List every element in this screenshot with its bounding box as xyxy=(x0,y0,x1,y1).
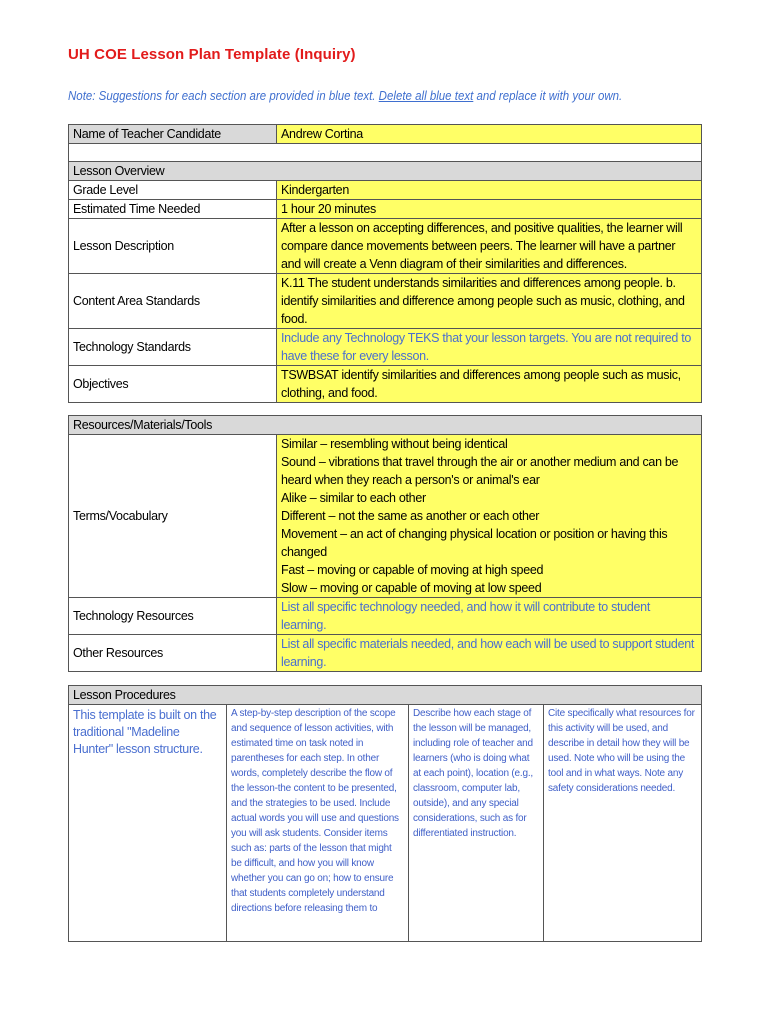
objectives-label: Objectives xyxy=(69,366,277,403)
overview-header-row xyxy=(69,162,702,181)
term-item: Alike – similar to each other xyxy=(281,491,426,505)
tech-resources-row xyxy=(69,598,702,635)
tech-standards-value[interactable]: Include any Technology TEKS that your lesson targets. You are not required to have these for every lesson. xyxy=(277,329,702,366)
tech-resources-value[interactable]: List all specific technology needed, and how it will contribute to student learning. xyxy=(277,598,702,635)
document-title: UH COE Lesson Plan Template (Inquiry) xyxy=(68,46,356,63)
term-item: Slow – moving or capable of moving at low speed xyxy=(281,581,542,595)
grade-value[interactable]: Kindergarten xyxy=(277,181,702,200)
grade-row xyxy=(69,181,702,200)
procedures-row xyxy=(69,705,702,942)
description-label: Lesson Description xyxy=(69,219,277,274)
standards-value[interactable]: K.11 The student understands similarities and differences among people. b. identify similarities and difference among people such as music, clothing, and food. xyxy=(277,274,702,329)
standards-label: Content Area Standards xyxy=(69,274,277,329)
resources-header-row xyxy=(69,416,702,435)
lesson-overview-table xyxy=(68,124,702,403)
description-value[interactable]: After a lesson on accepting differences, and positive qualities, the learner will compare dance movements between peers. The learner will have a partner and will create a Venn diagram of their similarities and differences. xyxy=(277,219,702,274)
overview-header: Lesson Overview xyxy=(69,162,702,181)
procedures-intro: This template is built on the traditional "Madeline Hunter" lesson structure. xyxy=(69,705,227,942)
other-resources-value[interactable]: List all specific materials needed, and how each will be used to support student learning. xyxy=(277,635,702,672)
teacher-value[interactable]: Andrew Cortina xyxy=(277,125,702,144)
resources-table xyxy=(68,415,702,672)
standards-row xyxy=(69,274,702,329)
note-text-2: and replace it with your own. xyxy=(473,89,623,103)
instruction-note xyxy=(68,89,622,103)
terms-value[interactable] xyxy=(277,435,702,598)
procedures-header-row xyxy=(69,686,702,705)
teacher-row xyxy=(69,125,702,144)
terms-row xyxy=(69,435,702,598)
note-text-1: Note: Suggestions for each section are provided in blue text. xyxy=(68,89,379,103)
procedures-table xyxy=(68,685,702,942)
time-label: Estimated Time Needed xyxy=(69,200,277,219)
objectives-value[interactable]: TSWBSAT identify similarities and differences among people such as music, clothing, and food. xyxy=(277,366,702,403)
procedures-management[interactable]: Describe how each stage of the lesson will be managed, including role of teacher and learners (who is doing what at each point), location (e.g., classroom, computer lab, outside), and any special considerations, such as for differentiated instruction. xyxy=(409,705,544,942)
teacher-label: Name of Teacher Candidate xyxy=(69,125,277,144)
time-row xyxy=(69,200,702,219)
procedures-resources[interactable]: Cite specifically what resources for this activity will be used, and describe in detail how they will be used. Note who will be using the tool and in what ways. Note any safety considerations needed. xyxy=(544,705,702,942)
description-row xyxy=(69,219,702,274)
other-resources-row xyxy=(69,635,702,672)
time-value[interactable]: 1 hour 20 minutes xyxy=(277,200,702,219)
term-item: Movement – an act of changing physical location or position or having this changed xyxy=(281,527,668,559)
tech-resources-label: Technology Resources xyxy=(69,598,277,635)
tech-standards-label: Technology Standards xyxy=(69,329,277,366)
term-item: Similar – resembling without being identical xyxy=(281,437,508,451)
term-item: Sound – vibrations that travel through the air or another medium and can be heard when they reach a person's or animal's ear xyxy=(281,455,679,487)
resources-header: Resources/Materials/Tools xyxy=(69,416,702,435)
objectives-row xyxy=(69,366,702,403)
term-item: Fast – moving or capable of moving at high speed xyxy=(281,563,544,577)
term-item: Different – not the same as another or each other xyxy=(281,509,540,523)
tech-standards-row xyxy=(69,329,702,366)
terms-label: Terms/Vocabulary xyxy=(69,435,277,598)
grade-label: Grade Level xyxy=(69,181,277,200)
note-link: Delete all blue text xyxy=(378,89,474,103)
other-resources-label: Other Resources xyxy=(69,635,277,672)
spacer-row xyxy=(69,144,702,162)
procedures-description[interactable]: A step-by-step description of the scope and sequence of lesson activities, with estimated time on task noted in parentheses for each step. In other words, completely describe the flow of the lesson-the content to be presented, and the strategies to be used. Include actual words you will use and questions you will ask students. Consider items such as: parts of the lesson that might be difficult, and how you will know whether you can go on; how to ensure that students completely understand directions before releasing them to xyxy=(227,705,409,942)
procedures-header: Lesson Procedures xyxy=(69,686,702,705)
